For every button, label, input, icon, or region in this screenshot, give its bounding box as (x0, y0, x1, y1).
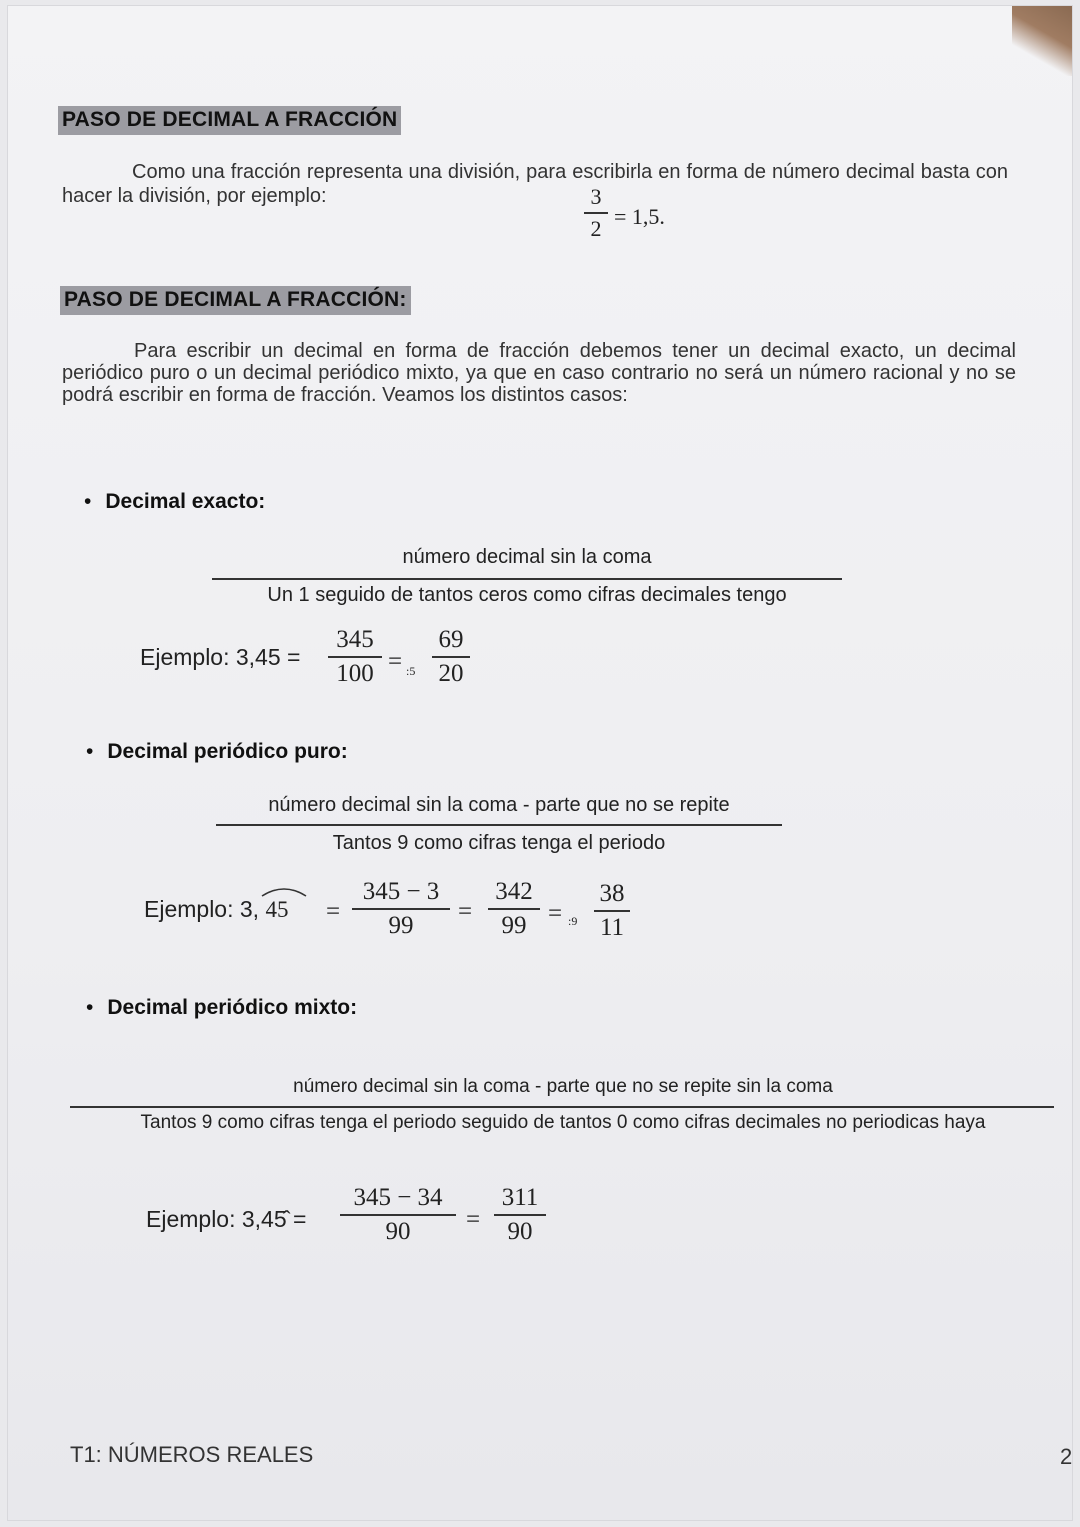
puro-fraction-1 (352, 878, 450, 940)
page-number: 2 (1060, 1444, 1073, 1469)
bullet-dot: • (86, 740, 94, 763)
fraction-denominator: 20 (438, 659, 464, 687)
fraction-denominator: 2 (590, 215, 602, 241)
fraction-denominator: 11 (599, 913, 625, 941)
puro-example-prefix: Ejemplo: 3, (144, 896, 260, 922)
fraction-denominator: 99 (388, 911, 414, 939)
section1-fraction (584, 184, 608, 242)
fraction-bar (352, 908, 450, 910)
fraction-bar (584, 212, 608, 214)
bullet-label: Decimal periódico mixto: (107, 996, 358, 1019)
fraction-denominator: 99 (501, 911, 527, 939)
puro-equals-1: = (326, 898, 341, 925)
puro-simplify-note: :9 (568, 914, 578, 928)
fraction-bar (432, 656, 470, 658)
puro-fraction-3 (594, 880, 630, 942)
fraction-numerator: 311 (501, 1184, 539, 1211)
fraction-numerator: 3 (590, 184, 602, 209)
mixto-rule-numerator: número decimal sin la coma - parte que no se repite sin la coma (293, 1076, 833, 1097)
page-corner-shadow (1012, 6, 1072, 76)
section2-intro: Para escribir un decimal en forma de fracción debemos tener un decimal exacto, un decimal periódico puro o un decimal periódico mixto, ya que en caso contrario no será un número racional y no se podrá escribir en forma de fracción. Veamos los distintos casos: (62, 340, 1016, 406)
fraction-numerator: 345 − 3 (362, 878, 440, 905)
exacto-equals: = (388, 648, 403, 675)
fraction-denominator: 90 (385, 1217, 411, 1245)
fraction-numerator: 342 (495, 878, 533, 905)
exacto-rule-bar (212, 578, 842, 580)
section1-text: Como una fracción representa una división, para escribirla en forma de número decimal basta con hacer la división, por ejemplo: (62, 161, 1008, 207)
mixto-fraction-1 (340, 1184, 456, 1246)
puro-equals-2: = (458, 898, 473, 925)
fraction-bar (494, 1214, 546, 1216)
fraction-denominator: 100 (336, 659, 374, 687)
exacto-simplify-note: :5 (406, 664, 416, 678)
puro-period-digits: 45 (265, 897, 289, 922)
section1-paragraph (62, 160, 1008, 208)
bullet-dot: • (86, 996, 94, 1019)
fraction-numerator: 38 (599, 880, 625, 907)
section1-result: = 1,5. (614, 204, 665, 229)
mixto-rule-denominator: Tantos 9 como cifras tenga el periodo seguido de tantos 0 como cifras decimales no periodicas haya (140, 1112, 986, 1133)
fraction-numerator: 69 (438, 626, 464, 653)
fraction-bar (488, 908, 540, 910)
exacto-example-label: Ejemplo: 3,45 = (140, 644, 301, 670)
exacto-rule-numerator: número decimal sin la coma (402, 546, 652, 568)
exacto-rule-denominator: Un 1 seguido de tantos ceros como cifras decimales tengo (267, 584, 787, 606)
bullet-decimal-mixto (86, 996, 357, 1020)
mixto-rule-bar (70, 1106, 1054, 1108)
puro-example-label (144, 896, 288, 923)
fraction-numerator: 345 (336, 626, 374, 653)
bullet-label: Decimal periódico puro: (107, 740, 348, 763)
mixto-fraction-2 (494, 1184, 546, 1246)
puro-rule-numerator: número decimal sin la coma - parte que no se repite (268, 794, 730, 816)
section2-title: PASO DE DECIMAL A FRACCIÓN: (60, 286, 411, 315)
mixto-example-label: Ejemplo: 3,45̂ = (146, 1206, 307, 1232)
fraction-bar (594, 910, 630, 912)
exacto-fraction-2 (432, 626, 470, 688)
puro-equals-3: = (548, 900, 563, 927)
puro-fraction-2 (488, 878, 540, 940)
puro-period (265, 897, 288, 923)
bullet-decimal-puro (86, 740, 348, 764)
bullet-dot: • (84, 490, 92, 513)
mixto-equals: = (466, 1206, 481, 1233)
exacto-fraction-1 (328, 626, 382, 688)
bullet-label: Decimal exacto: (105, 490, 266, 513)
puro-rule-denominator: Tantos 9 como cifras tenga el periodo (332, 832, 666, 854)
fraction-denominator: 90 (507, 1217, 533, 1245)
fraction-bar (340, 1214, 456, 1216)
bullet-decimal-exacto (84, 490, 265, 514)
period-arc-icon (259, 885, 309, 897)
footer-title: T1: NÚMEROS REALES (70, 1442, 314, 1467)
fraction-numerator: 345 − 34 (353, 1184, 443, 1211)
fraction-bar (328, 656, 382, 658)
section1-title: PASO DE DECIMAL A FRACCIÓN (58, 106, 401, 135)
puro-rule-bar (216, 824, 782, 826)
